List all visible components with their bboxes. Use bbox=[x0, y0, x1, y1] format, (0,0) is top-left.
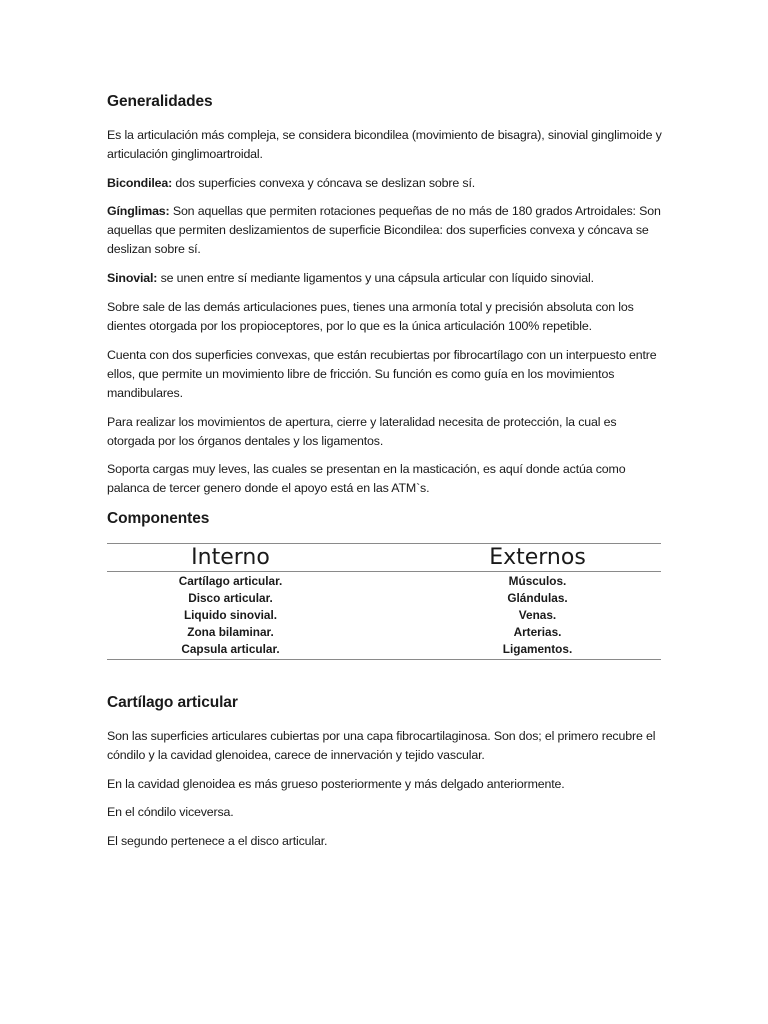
definition-ginglimas: Son aquellas que permiten rotaciones pequeñas de no más de 180 grados Artroidales: Son aquellas que permiten deslizamientos de superficie Bicondilea: dos superficies convexa y cóncava se deslizan sobre sí. bbox=[107, 204, 661, 256]
paragraph-cavidad: En la cavidad glenoidea es más grueso posteriormente y más delgado anteriormente. bbox=[107, 777, 565, 791]
table-cell: Arterias. bbox=[513, 625, 562, 639]
paragraph-proteccion: Para realizar los movimientos de apertura, cierre y lateralidad necesita de protección, la cual es otorgada por los órganos dentales y los ligamentos. bbox=[107, 415, 617, 448]
paragraph-cargas: Soporta cargas muy leves, las cuales se presentan en la masticación, es aquí donde actúa como palanca de tercer genero donde el apoyo está en las ATM`s. bbox=[107, 462, 626, 495]
paragraph-segundo: El segundo pertenece a el disco articular. bbox=[107, 834, 328, 848]
paragraph-bicondilea bbox=[107, 174, 662, 193]
heading-componentes: Componentes bbox=[107, 510, 210, 527]
table-row bbox=[107, 590, 661, 607]
paragraph-armonia: Sobre sale de las demás articulaciones pues, tienes una armonía total y precisión absoluta con los dientes otorgada por los propioceptores, por lo que es la única articulación 100% repetible. bbox=[107, 300, 634, 333]
table-row bbox=[107, 572, 661, 591]
table-cell: Cartílago articular. bbox=[178, 574, 283, 588]
table-cell: Disco articular. bbox=[188, 591, 273, 605]
table-cell: Ligamentos. bbox=[384, 641, 661, 660]
term-sinovial: Sinovial: bbox=[107, 271, 158, 285]
heading-cartilago: Cartílago articular bbox=[107, 694, 238, 711]
table-cell: Glándulas. bbox=[507, 591, 568, 605]
paragraph-condilo: En el cóndilo viceversa. bbox=[107, 805, 234, 819]
paragraph-ginglimas bbox=[107, 202, 662, 259]
table-cell: Músculos. bbox=[508, 574, 567, 588]
term-ginglimas: Gínglimas: bbox=[107, 204, 170, 218]
table-cell: Liquido sinovial. bbox=[183, 608, 278, 622]
paragraph-cartilago-intro: Son las superficies articulares cubiertas por una capa fibrocartilaginosa. Son dos; el primero recubre el cóndilo y la cavidad glenoidea, carece de innervación y tejido vascular. bbox=[107, 729, 656, 762]
table-header-row bbox=[107, 544, 661, 572]
definition-bicondilea: dos superficies convexa y cóncava se deslizan sobre sí. bbox=[172, 176, 476, 190]
header-externos: Externos bbox=[384, 544, 661, 572]
definition-sinovial: se unen entre sí mediante ligamentos y una cápsula articular con líquido sinovial. bbox=[157, 271, 594, 285]
table-cell: Venas. bbox=[518, 608, 557, 622]
table-cell: Zona bilaminar. bbox=[187, 625, 274, 639]
table-row bbox=[107, 624, 661, 641]
componentes-table bbox=[107, 543, 661, 660]
paragraph-superficies: Cuenta con dos superficies convexas, que están recubiertas por fibrocartílago con un interpuesto entre ellos, que permite un movimiento libre de fricción. Su función es como guía en los movimientos mandibulares. bbox=[107, 348, 657, 400]
header-interno: Interno bbox=[107, 544, 384, 572]
table-row bbox=[107, 607, 661, 624]
term-bicondilea: Bicondilea: bbox=[107, 176, 173, 190]
paragraph-sinovial bbox=[107, 269, 662, 288]
table-row bbox=[107, 641, 661, 660]
heading-generalidades: Generalidades bbox=[107, 93, 213, 110]
table-cell: Capsula articular. bbox=[107, 641, 384, 660]
paragraph-intro: Es la articulación más compleja, se considera bicondilea (movimiento de bisagra), sinovial ginglimoide y articulación ginglimoartroidal. bbox=[107, 128, 662, 161]
